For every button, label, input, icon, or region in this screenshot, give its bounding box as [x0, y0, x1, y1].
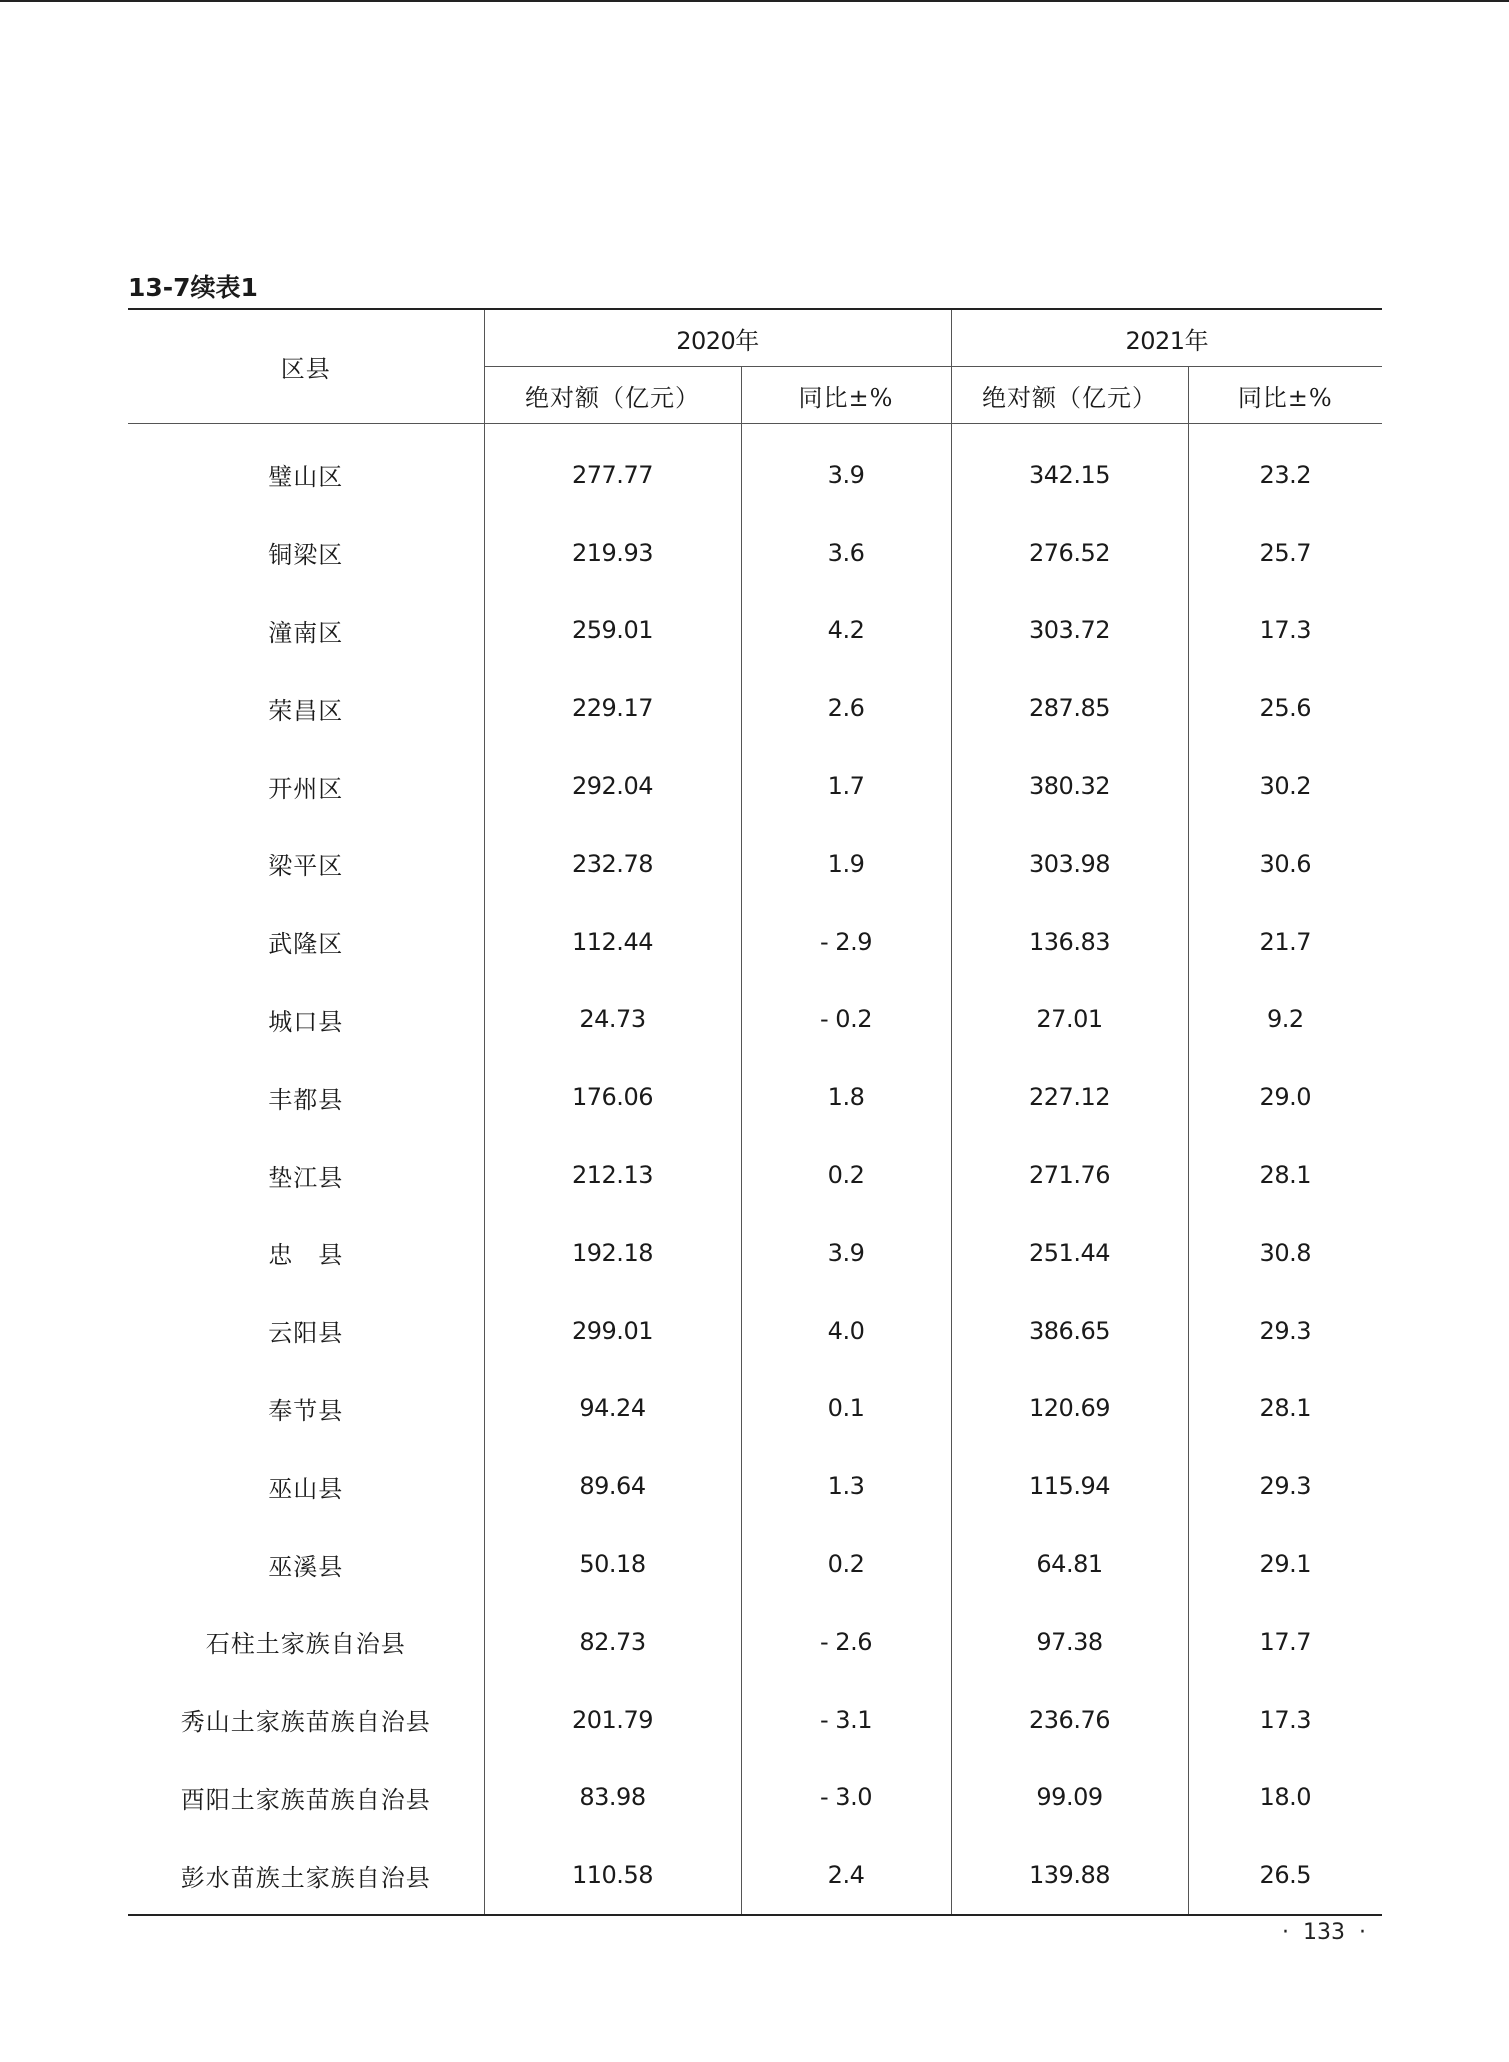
abs-2021-cell: 303.98: [951, 825, 1188, 903]
table-row: [128, 1370, 1382, 1448]
abs-2021-cell: 27.01: [951, 981, 1188, 1059]
page-top-border: [0, 0, 1509, 2]
yoy-2020-cell: - 0.2: [741, 981, 951, 1059]
yoy-2020-cell: 3.6: [741, 514, 951, 592]
yoy-2020-cell: 4.0: [741, 1292, 951, 1370]
abs-2021-cell: 139.88: [951, 1836, 1188, 1915]
table-row: [128, 1447, 1382, 1525]
abs-2020-cell: 112.44: [484, 903, 741, 981]
district-cell: 彭水苗族土家族自治县: [180, 1863, 431, 1892]
abs-2021-cell: 99.09: [951, 1759, 1188, 1837]
abs-2020-cell: 219.93: [484, 514, 741, 592]
yoy-2021-cell: 17.3: [1188, 592, 1382, 670]
district-header: 区县: [280, 355, 331, 383]
abs-2020-cell: 229.17: [484, 669, 741, 747]
table-row: [128, 1058, 1382, 1136]
yoy-2020-cell: 1.9: [741, 825, 951, 903]
abs-2020-cell: 89.64: [484, 1447, 741, 1525]
yoy-2021-cell: 17.3: [1188, 1681, 1382, 1759]
yoy-2021-cell: 29.3: [1188, 1292, 1382, 1370]
yoy-2020-cell: 3.9: [741, 1214, 951, 1292]
table-body: [128, 424, 1382, 1916]
district-cell: 丰都县: [268, 1085, 344, 1114]
abs-2021-cell: 115.94: [951, 1447, 1188, 1525]
yoy-2021-cell: 29.1: [1188, 1525, 1382, 1603]
yoy-2021-cell: 23.2: [1188, 424, 1382, 514]
district-cell: 石柱土家族自治县: [205, 1630, 406, 1659]
district-cell: 云阳县: [268, 1319, 344, 1348]
abs-2021-cell: 287.85: [951, 669, 1188, 747]
district-cell: 垫江县: [268, 1163, 344, 1192]
yoy-2021-cell: 28.1: [1188, 1370, 1382, 1448]
district-cell: 酉阳土家族苗族自治县: [180, 1785, 431, 1814]
abs-2021-cell: 386.65: [951, 1292, 1188, 1370]
abs-2020-cell: 192.18: [484, 1214, 741, 1292]
district-cell: 璧山区: [268, 463, 344, 492]
abs-2021-cell: 303.72: [951, 592, 1188, 670]
yoy-2021-cell: 21.7: [1188, 903, 1382, 981]
yoy-2021-cell: 30.6: [1188, 825, 1382, 903]
yoy-2020-header: 同比±%: [741, 367, 951, 424]
page-number-value: 133: [1303, 1920, 1345, 1945]
table-row: [128, 1681, 1382, 1759]
yoy-2020-cell: 2.4: [741, 1836, 951, 1915]
yoy-2020-cell: 1.7: [741, 747, 951, 825]
table-row: [128, 1292, 1382, 1370]
table-header: [128, 309, 1382, 424]
district-cell: 巫溪县: [268, 1552, 344, 1581]
yoy-2021-cell: 25.7: [1188, 514, 1382, 592]
table-row: [128, 747, 1382, 825]
table-row: [128, 981, 1382, 1059]
yoy-2020-cell: - 3.1: [741, 1681, 951, 1759]
table-row: [128, 669, 1382, 747]
district-cell: 铜梁区: [268, 541, 344, 570]
abs-2021-cell: 271.76: [951, 1136, 1188, 1214]
abs-2020-cell: 94.24: [484, 1370, 741, 1448]
abs-2021-cell: 236.76: [951, 1681, 1188, 1759]
table-row: [128, 1759, 1382, 1837]
yoy-2021-cell: 25.6: [1188, 669, 1382, 747]
yoy-2021-cell: 17.7: [1188, 1603, 1382, 1681]
page-number: [1268, 1920, 1380, 1945]
yoy-2021-cell: 29.3: [1188, 1447, 1382, 1525]
abs-2020-cell: 176.06: [484, 1058, 741, 1136]
yoy-2021-cell: 26.5: [1188, 1836, 1382, 1915]
yoy-2021-cell: 28.1: [1188, 1136, 1382, 1214]
table-row: [128, 1214, 1382, 1292]
abs-2020-cell: 24.73: [484, 981, 741, 1059]
abs-2021-header: 绝对额（亿元）: [951, 367, 1188, 424]
abs-2021-cell: 120.69: [951, 1370, 1188, 1448]
district-cell: 梁平区: [268, 852, 344, 881]
table-row: [128, 1836, 1382, 1915]
yoy-2021-cell: 30.2: [1188, 747, 1382, 825]
district-cell: 荣昌区: [268, 696, 344, 725]
table-row: [128, 1136, 1382, 1214]
yoy-2021-cell: 29.0: [1188, 1058, 1382, 1136]
abs-2020-cell: 299.01: [484, 1292, 741, 1370]
district-cell: 潼南区: [268, 618, 344, 647]
yoy-2021-header: 同比±%: [1188, 367, 1382, 424]
district-cell: 秀山土家族苗族自治县: [180, 1708, 431, 1737]
year-2020-header: 2020年: [484, 309, 951, 367]
abs-2021-cell: 136.83: [951, 903, 1188, 981]
table-row: [128, 903, 1382, 981]
abs-2020-cell: 83.98: [484, 1759, 741, 1837]
yoy-2020-cell: 0.1: [741, 1370, 951, 1448]
abs-2021-cell: 64.81: [951, 1525, 1188, 1603]
yoy-2021-cell: 30.8: [1188, 1214, 1382, 1292]
page-dot-right: ·: [1359, 1920, 1366, 1945]
yoy-2020-cell: 3.9: [741, 424, 951, 514]
district-cell: 城口县: [268, 1007, 344, 1036]
yoy-2021-cell: 9.2: [1188, 981, 1382, 1059]
abs-2020-cell: 110.58: [484, 1836, 741, 1915]
abs-2021-cell: 342.15: [951, 424, 1188, 514]
table-row: [128, 514, 1382, 592]
abs-2021-cell: 97.38: [951, 1603, 1188, 1681]
district-cell: 巫山县: [268, 1474, 344, 1503]
abs-2020-cell: 201.79: [484, 1681, 741, 1759]
yoy-2020-cell: - 3.0: [741, 1759, 951, 1837]
abs-2020-header: 绝对额（亿元）: [484, 367, 741, 424]
abs-2021-cell: 251.44: [951, 1214, 1188, 1292]
yoy-2020-cell: 1.3: [741, 1447, 951, 1525]
yoy-2020-cell: 4.2: [741, 592, 951, 670]
abs-2020-cell: 259.01: [484, 592, 741, 670]
table-row: [128, 424, 1382, 514]
yoy-2020-cell: - 2.6: [741, 1603, 951, 1681]
yoy-2020-cell: 2.6: [741, 669, 951, 747]
table-row: [128, 825, 1382, 903]
abs-2020-cell: 82.73: [484, 1603, 741, 1681]
yoy-2020-cell: - 2.9: [741, 903, 951, 981]
page-dot-left: ·: [1282, 1920, 1289, 1945]
table-title: 13-7续表1: [128, 273, 258, 302]
yoy-2020-cell: 0.2: [741, 1525, 951, 1603]
table-row: [128, 592, 1382, 670]
district-cell: 武隆区: [268, 930, 344, 959]
abs-2021-cell: 227.12: [951, 1058, 1188, 1136]
data-table: [128, 308, 1382, 1916]
year-2021-header: 2021年: [951, 309, 1382, 367]
table-row: [128, 1525, 1382, 1603]
table-row: [128, 1603, 1382, 1681]
abs-2020-cell: 292.04: [484, 747, 741, 825]
district-cell: 忠 县: [268, 1241, 344, 1270]
yoy-2020-cell: 0.2: [741, 1136, 951, 1214]
district-cell: 开州区: [268, 774, 344, 803]
abs-2020-cell: 232.78: [484, 825, 741, 903]
district-cell: 奉节县: [268, 1396, 344, 1425]
abs-2021-cell: 276.52: [951, 514, 1188, 592]
abs-2020-cell: 212.13: [484, 1136, 741, 1214]
yoy-2021-cell: 18.0: [1188, 1759, 1382, 1837]
abs-2020-cell: 277.77: [484, 424, 741, 514]
abs-2020-cell: 50.18: [484, 1525, 741, 1603]
yoy-2020-cell: 1.8: [741, 1058, 951, 1136]
abs-2021-cell: 380.32: [951, 747, 1188, 825]
